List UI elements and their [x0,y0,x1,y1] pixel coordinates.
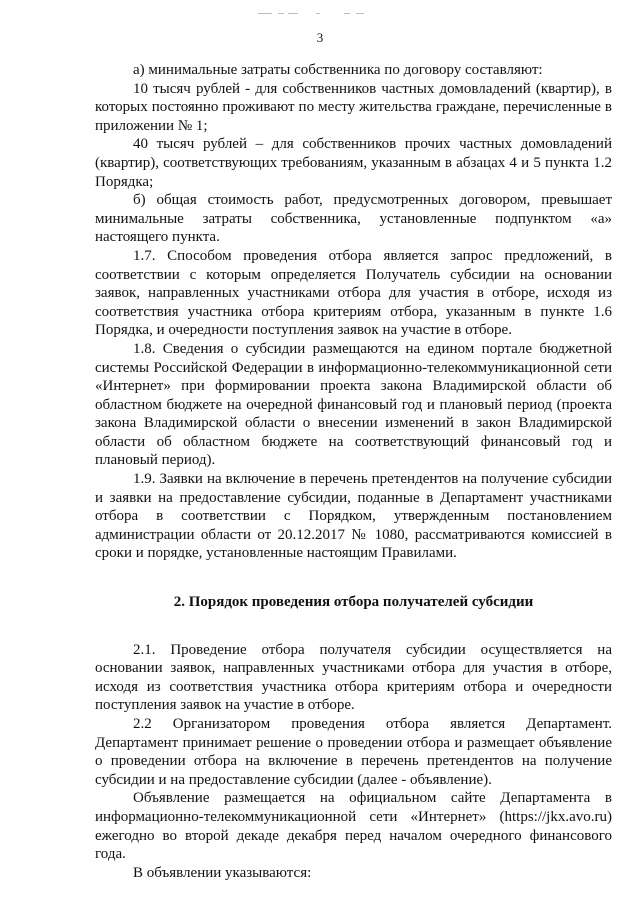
paragraph-40k: 40 тысяч рублей – для собственников прочих частных домовладений (квартир), соответствующих требованиям, указанным в абзацах 4 и 5 пункта 1.2 Порядка; [95,136,612,190]
document-body [95,61,612,882]
paragraph-subitem-a: а) минимальные затраты собственника по договору составляют: [133,62,543,78]
paragraph-announcement-items: В объявлении указываются: [133,864,312,881]
spacer [95,612,612,641]
spacer [95,563,612,593]
scan-artifact [258,10,378,18]
paragraph-announcement: Объявление размещается на официальном сайте Департамента в информационно-телекоммуникационной сети «Интернет» (https://jkx.avo.ru) ежегодно во второй декаде декабря перед началом очередного финансового года. [95,790,612,863]
paragraph-2-1: 2.1. Проведение отбора получателя субсидии осуществляется на основании заявок, направленных участниками отбора для участия в отборе, исходя из соответствия участника отбора критериям отбора и очередности поступления заявок на участие в отборе. [95,641,612,714]
paragraph-1-9: 1.9. Заявки на включение в перечень претендентов на получение субсидии и заявки на предоставление субсидии, поданные в Департамент участниками отбора в соответствии с Порядком, утвержденным постановлением администрации области от 20.12.2017 № 1080, рассматриваются комиссией в сроки и порядке, установленные настоящим Правилами. [95,471,612,562]
section-title: 2. Порядок проведения отбора получателей субсидии [173,594,534,611]
paragraph-1-8: 1.8. Сведения о субсидии размещаются на едином портале бюджетной системы Российской Федерации в информационно-телекоммуникационной сети «Интернет» при формировании проекта закона Владимирской области об областном бюджете на очередной финансовый год и плановый период (проекта закона Владимирской области о внесении изменений в закон Владимирской области об областном бюджете на соответствующий финансовый год и плановый период). [95,340,612,469]
paragraph-subitem-b: б) общая стоимость работ, предусмотренных договором, превышает минимальные затраты собственника, установленные подпунктом «а» настоящего пункта. [95,192,612,246]
paragraph-2-2: 2.2 Организатором проведения отбора является Департамент. Департамент принимает решение о проведении отбора и размещает объявление о проведении отбора на включение в перечень претендентов на получение субсидии и на предоставление субсидии (далее - объявление). [95,716,612,788]
paragraph-1-7: 1.7. Способом проведения отбора является запрос предложений, в соответствии с которым определяется Получатель субсидии на основании заявок, направленных участниками отбора для участия в отборе, исходя из соответствия участника отбора критериям отбора, указанным в пункте 1.6 Порядка, и очередности поступления заявок на участие в отборе. [95,247,612,339]
paragraph-10k: 10 тысяч рублей - для собственников частных домовладений (квартир), в которых постоянно проживают по месту жительства граждане, перечисленные в приложении № 1; [95,80,612,134]
page-number: 3 [316,30,324,45]
